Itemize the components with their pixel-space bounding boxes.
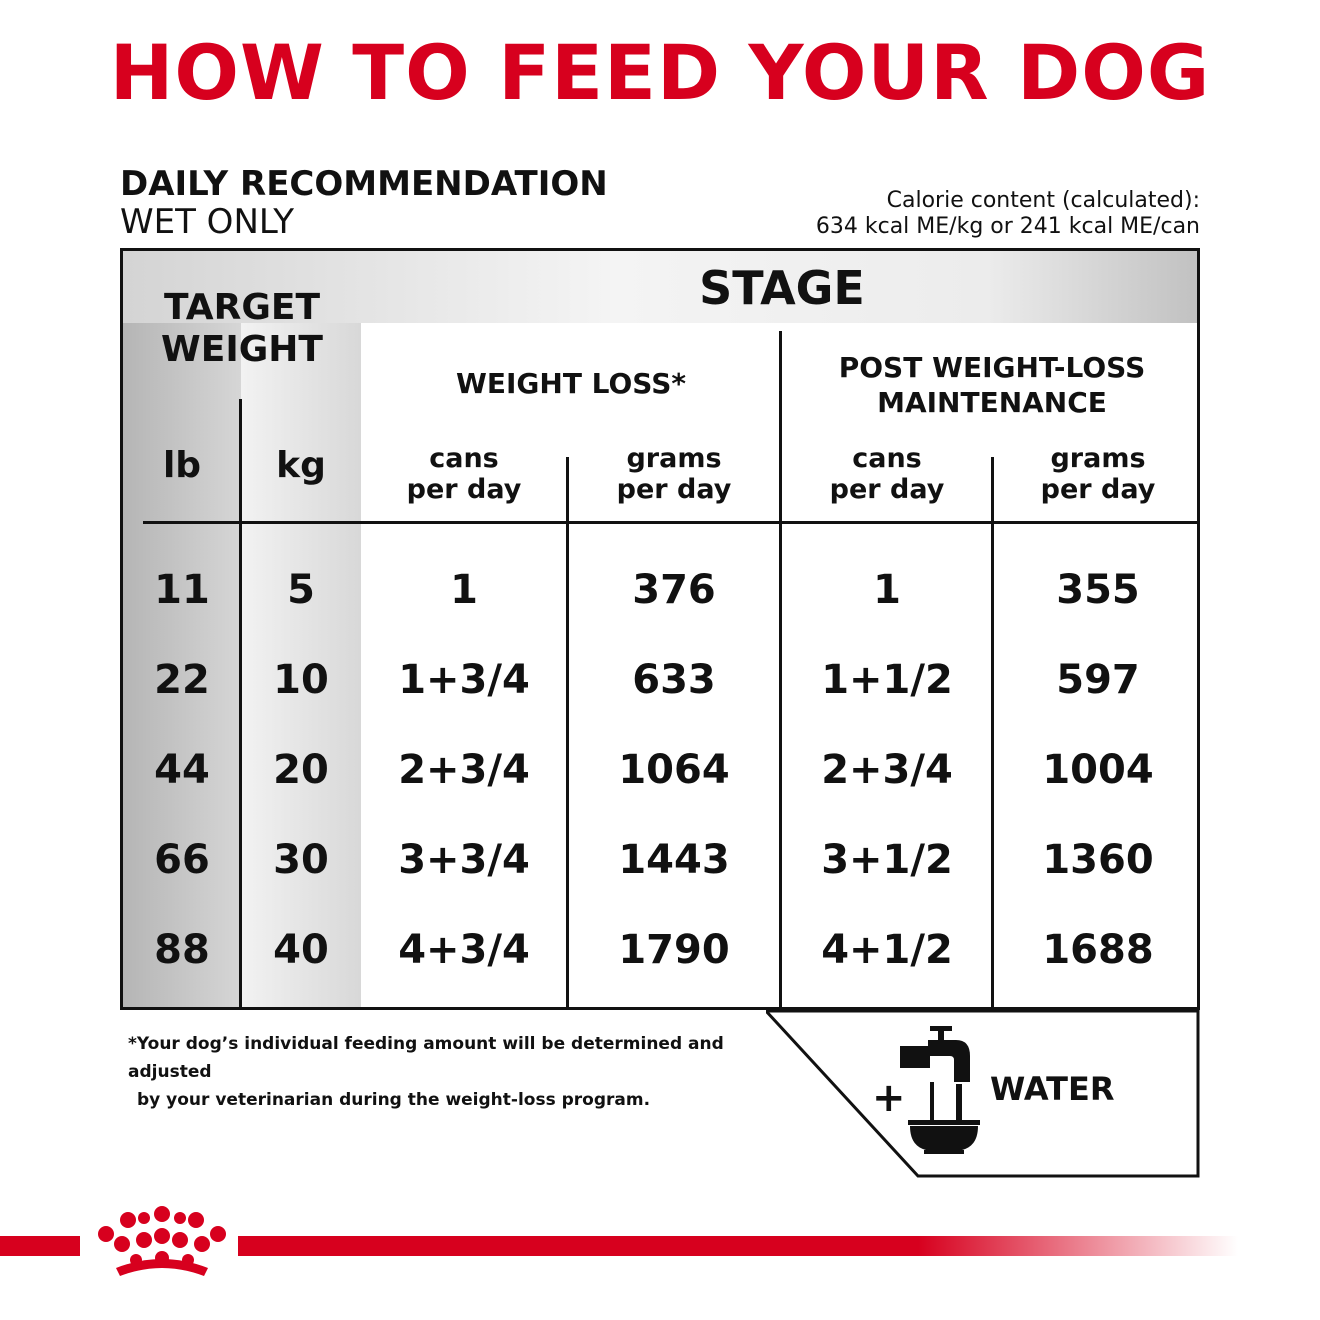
lb-header: lb [162, 445, 202, 486]
cell-wl-grams: 1064 [618, 747, 730, 793]
calorie-values: 634 kcal ME/kg or 241 kcal ME/can [815, 214, 1200, 239]
page-title: HOW TO FEED YOUR DOG [109, 28, 1211, 117]
post-weight-loss-header-line2: MAINTENANCE [877, 386, 1107, 419]
divider-lb-kg [239, 399, 242, 1010]
footnote-line1: *Your dog’s individual feeding amount will be determined and adjusted [128, 1034, 724, 1082]
cell-kg: 5 [287, 567, 315, 613]
pm-cans-header-line1: cans [852, 443, 922, 474]
header-divider [143, 521, 1200, 524]
cell-lb: 66 [154, 837, 210, 883]
cell-lb: 44 [154, 747, 210, 793]
cell-wl-grams: 633 [632, 657, 716, 703]
cell-wl-cans: 4+3/4 [398, 927, 530, 973]
footnote [128, 1030, 748, 1114]
faucet-bowl-icon [900, 1026, 984, 1156]
cell-pm-grams: 1360 [1042, 837, 1154, 883]
recommendation-subtitle: WET ONLY [120, 202, 295, 242]
cell-pm-grams: 355 [1056, 567, 1140, 613]
target-weight-header: TARGET WEIGHT [161, 287, 323, 370]
wl-cans-header-line1: cans [429, 443, 499, 474]
feeding-table [120, 248, 1200, 1010]
post-weight-loss-header-line1: POST WEIGHT-LOSS [838, 351, 1146, 384]
cell-kg: 20 [273, 747, 329, 793]
cell-pm-cans: 1+1/2 [821, 657, 953, 703]
cell-wl-grams: 1443 [618, 837, 730, 883]
cell-pm-grams: 1004 [1042, 747, 1154, 793]
recommendation-title: DAILY RECOMMENDATION [120, 164, 608, 204]
kg-header: kg [276, 445, 326, 486]
cell-pm-cans: 1 [873, 567, 901, 613]
pm-grams-header-line1: grams [1050, 443, 1146, 474]
royal-canin-crown-logo [92, 1206, 232, 1286]
cell-pm-grams: 1688 [1042, 927, 1154, 973]
weight-loss-header: WEIGHT LOSS* [455, 367, 687, 400]
plus-sign: + [872, 1075, 906, 1121]
cell-pm-cans: 2+3/4 [821, 747, 953, 793]
cell-lb: 22 [154, 657, 210, 703]
cell-pm-cans: 3+1/2 [821, 837, 953, 883]
cell-wl-grams: 1790 [618, 927, 730, 973]
cell-wl-grams: 376 [632, 567, 716, 613]
cell-pm-cans: 4+1/2 [821, 927, 953, 973]
calorie-label: Calorie content (calculated): [886, 188, 1200, 213]
cell-lb: 11 [154, 567, 210, 613]
wl-cans-header-line2: per day [406, 474, 522, 505]
stage-header: STAGE [699, 261, 865, 315]
footnote-line2: by your veterinarian during the weight-loss program. [137, 1090, 651, 1110]
cell-wl-cans: 1+3/4 [398, 657, 530, 703]
cell-wl-cans: 2+3/4 [398, 747, 530, 793]
cell-kg: 10 [273, 657, 329, 703]
cell-wl-cans: 3+3/4 [398, 837, 530, 883]
brand-stripe-right [238, 1236, 1238, 1256]
pm-cans-header-line2: per day [829, 474, 945, 505]
cell-kg: 30 [273, 837, 329, 883]
cell-lb: 88 [154, 927, 210, 973]
wl-grams-header-line1: grams [626, 443, 722, 474]
pm-grams-header-line2: per day [1040, 474, 1156, 505]
cell-kg: 40 [273, 927, 329, 973]
cell-pm-grams: 597 [1056, 657, 1140, 703]
wl-grams-header-line2: per day [616, 474, 732, 505]
water-panel [766, 1008, 1202, 1180]
cell-wl-cans: 1 [450, 567, 478, 613]
brand-stripe-left [0, 1236, 80, 1256]
water-label: WATER [990, 1070, 1115, 1108]
